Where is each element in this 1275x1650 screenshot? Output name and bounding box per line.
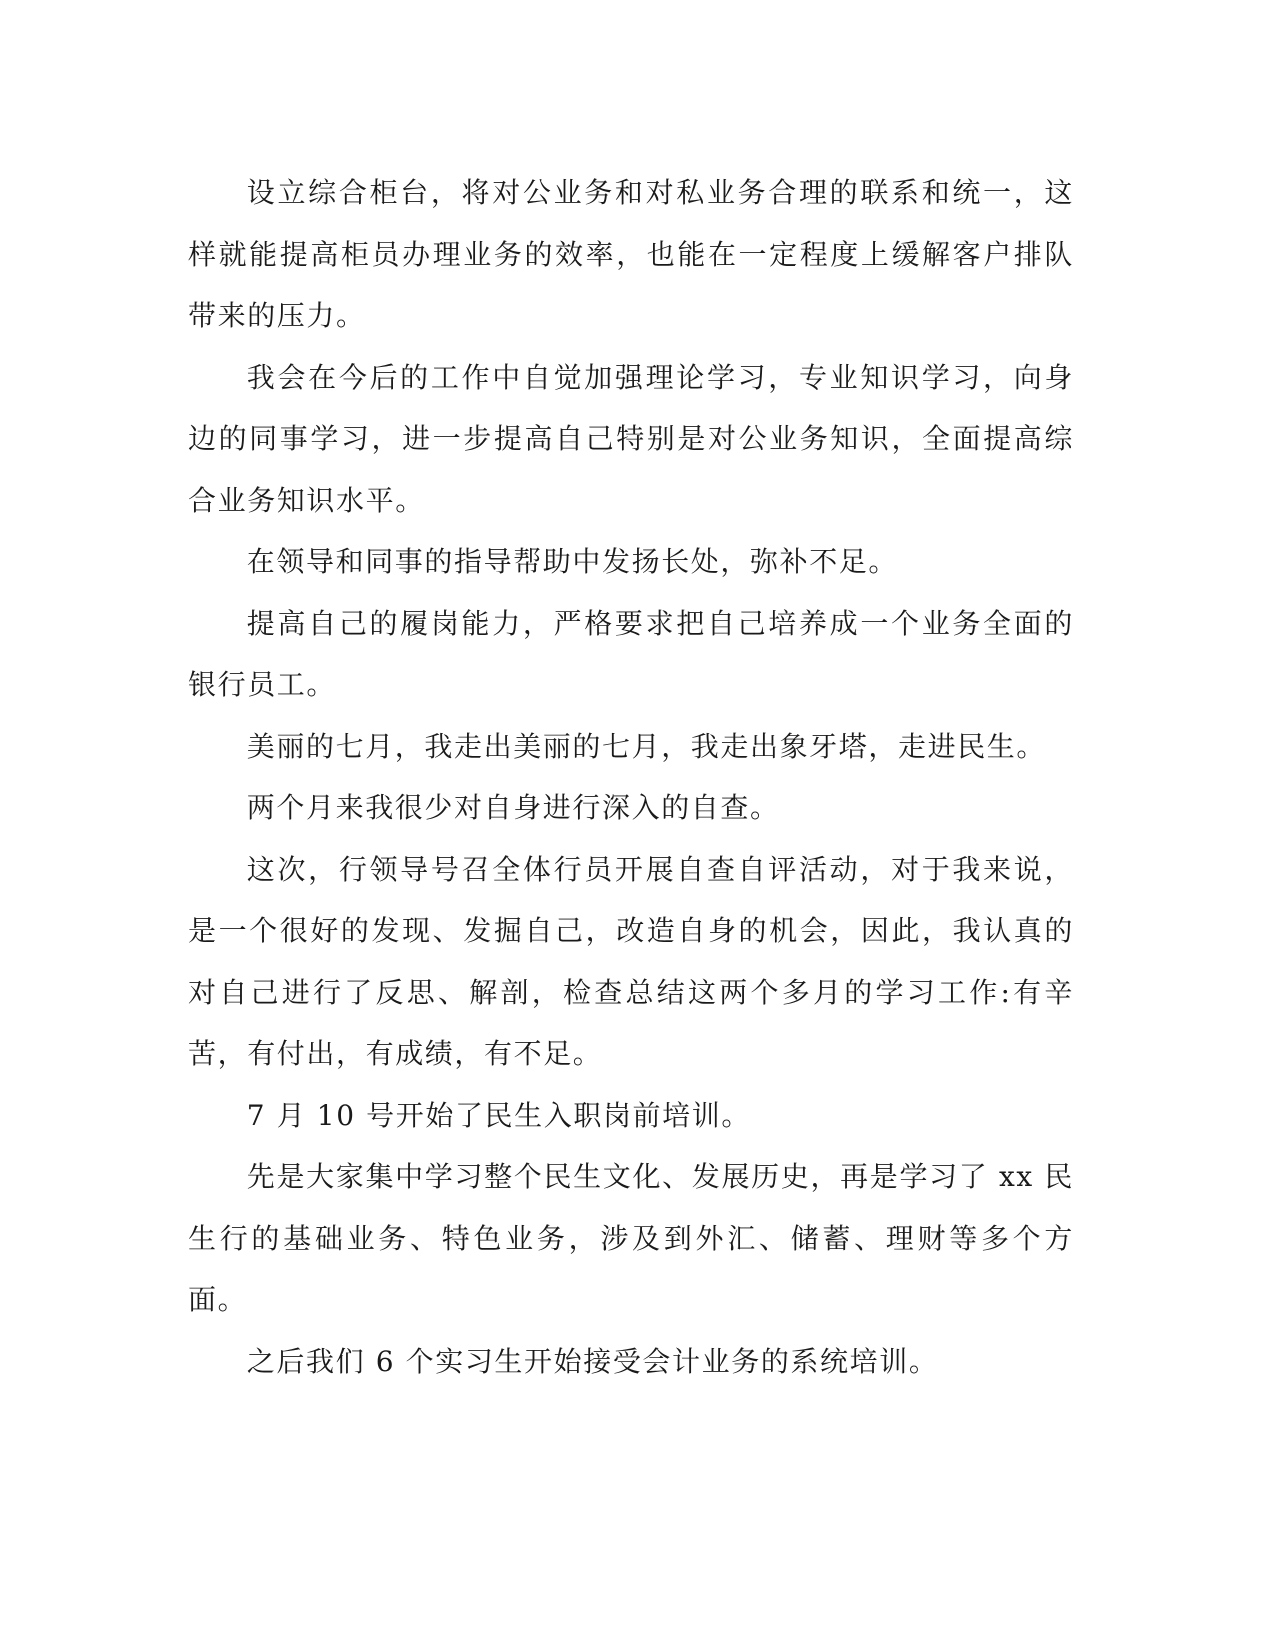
paragraph-5: 美丽的七月，我走出美丽的七月，我走出象牙塔，走进民生。 — [246, 729, 1046, 763]
paragraph-1: 设立综合柜台，将对公业务和对私业务合理的联系和统一，这样就能提高柜员办理业务的效率，也能在一定程度上缓解客户排队带来的压力。 — [188, 176, 1074, 332]
paragraph-4: 提高自己的履岗能力，严格要求把自己培养成一个业务全面的银行员工。 — [188, 606, 1074, 701]
paragraph-9: 先是大家集中学习整个民生文化、发展历史，再是学习了 xx 民生行的基础业务、特色业务，涉及到外汇、储蓄、理财等多个方面。 — [188, 1160, 1074, 1316]
paragraph-7: 这次，行领导号召全体行员开展自查自评活动，对于我来说，是一个很好的发现、发掘自己，改造自身的机会，因此，我认真的对自己进行了反思、解剖，检查总结这两个多月的学习工作:有辛苦，有付出，有成绩，有不足。 — [188, 852, 1074, 1070]
paragraph-8: 7 月 10 号开始了民生入职岗前培训。 — [246, 1098, 751, 1132]
paragraph-3: 在领导和同事的指导帮助中发扬长处，弥补不足。 — [246, 545, 898, 578]
paragraph-6: 两个月来我很少对自身进行深入的自查。 — [246, 791, 780, 824]
document-body — [188, 162, 1074, 1392]
paragraph-10: 之后我们 6 个实习生开始接受会计业务的系统培训。 — [246, 1344, 939, 1378]
paragraph-2: 我会在今后的工作中自觉加强理论学习，专业知识学习，向身边的同事学习，进一步提高自己特别是对公业务知识，全面提高综合业务知识水平。 — [188, 360, 1074, 517]
